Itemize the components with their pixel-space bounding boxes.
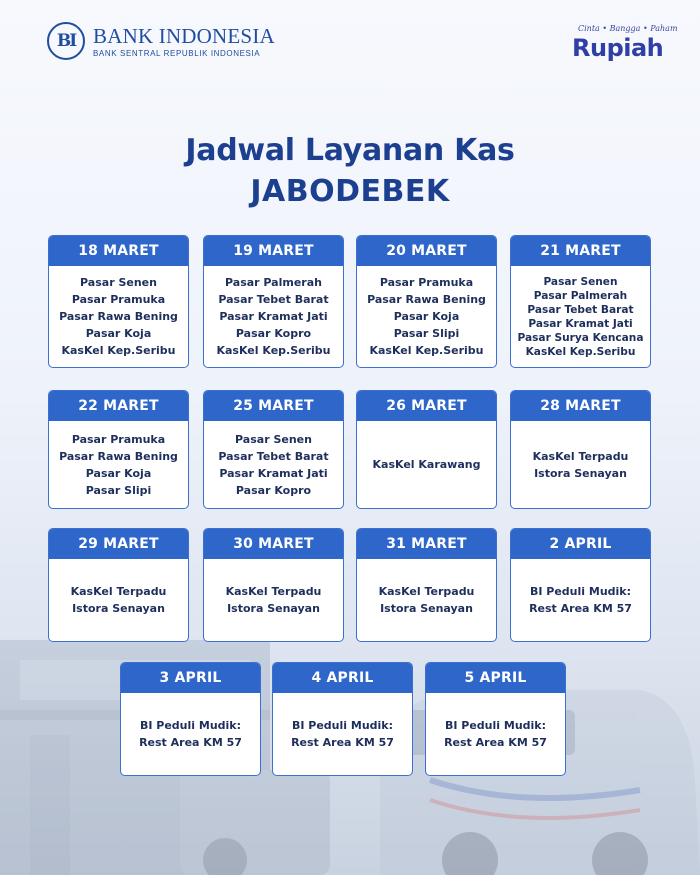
location-item: Pasar Kramat Jati — [219, 466, 328, 480]
schedule-card — [510, 528, 651, 642]
location-item: KasKel Kep.Seribu — [369, 344, 484, 357]
location-item: BI Peduli Mudik: — [529, 585, 632, 598]
location-item: Pasar Pramuka — [379, 276, 474, 289]
schedule-card — [48, 235, 189, 368]
card-date-header: 22 MARET — [49, 391, 188, 421]
schedule-card — [510, 390, 651, 509]
location-item: KasKel Kep.Seribu — [216, 344, 331, 357]
location-item: Pasar Kramat Jati — [528, 317, 633, 330]
location-item: Rest Area KM 57 — [291, 736, 394, 749]
page-subtitle-region: JABODEBEK — [250, 174, 450, 209]
schedule-card — [48, 528, 189, 642]
card-location-list — [357, 559, 496, 641]
card-location-list — [511, 421, 650, 508]
rupiah-wordmark: Rupiah — [572, 34, 664, 62]
schedule-card — [48, 390, 189, 509]
card-date-header: 30 MARET — [204, 529, 343, 559]
location-item: Pasar Senen — [543, 275, 618, 288]
card-date-header: 5 APRIL — [426, 663, 565, 693]
location-item: Pasar Surya Kencana — [517, 331, 644, 344]
card-date-header: 25 MARET — [204, 391, 343, 421]
location-item: Pasar Kopro — [235, 327, 312, 340]
card-location-list — [426, 693, 565, 775]
schedule-card — [272, 662, 413, 776]
card-date-header: 26 MARET — [357, 391, 496, 421]
bi-emblem-icon: BI — [47, 22, 85, 60]
card-location-list — [49, 559, 188, 641]
location-item: Pasar Palmerah — [225, 276, 322, 289]
card-date-header: 19 MARET — [204, 236, 343, 266]
location-item: Pasar Kramat Jati — [219, 310, 328, 323]
location-item: Pasar Senen — [80, 276, 157, 289]
location-item: BI Peduli Mudik: — [444, 719, 547, 732]
location-item: Pasar Tebet Barat — [218, 449, 329, 463]
location-item: Pasar Rawa Bening — [59, 310, 178, 323]
location-item: KasKel Terpadu — [225, 585, 322, 598]
bank-indonesia-logo — [47, 21, 275, 61]
location-item: Pasar Tebet Barat — [527, 303, 634, 316]
schedule-card — [203, 390, 344, 509]
card-location-list — [49, 266, 188, 367]
location-item: Pasar Slipi — [393, 327, 460, 340]
location-item: KasKel Karawang — [372, 458, 481, 471]
location-item: Pasar Senen — [235, 432, 312, 446]
location-item: KasKel Kep.Seribu — [61, 344, 176, 357]
location-item: Istora Senayan — [72, 602, 165, 615]
location-item: Istora Senayan — [534, 466, 627, 480]
card-date-header: 28 MARET — [511, 391, 650, 421]
location-item: KasKel Terpadu — [70, 585, 167, 598]
location-item: BI Peduli Mudik: — [291, 719, 394, 732]
rupiah-logo — [572, 24, 676, 66]
card-location-list — [511, 266, 650, 367]
card-date-header: 18 MARET — [49, 236, 188, 266]
page-title: Jadwal Layanan Kas — [185, 133, 515, 168]
location-item: Pasar Pramuka — [71, 432, 166, 446]
location-item: KasKel Terpadu — [378, 585, 475, 598]
card-location-list — [273, 693, 412, 775]
card-location-list — [357, 421, 496, 508]
location-item: Istora Senayan — [227, 602, 320, 615]
location-item: Pasar Rawa Bening — [59, 449, 178, 463]
schedule-card — [510, 235, 651, 368]
bi-logo-name: BANK INDONESIA — [93, 23, 275, 48]
card-date-header: 21 MARET — [511, 236, 650, 266]
location-item: Pasar Kopro — [235, 483, 312, 497]
card-date-header: 20 MARET — [357, 236, 496, 266]
schedule-card — [356, 528, 497, 642]
card-date-header: 3 APRIL — [121, 663, 260, 693]
location-item: Pasar Palmerah — [533, 289, 628, 302]
location-item: Pasar Pramuka — [71, 293, 166, 306]
location-item: Rest Area KM 57 — [139, 736, 242, 749]
location-item: Pasar Rawa Bening — [367, 293, 486, 306]
schedule-card — [425, 662, 566, 776]
bi-logo-text — [93, 25, 275, 58]
card-date-header: 4 APRIL — [273, 663, 412, 693]
card-location-list — [511, 559, 650, 641]
location-item: BI Peduli Mudik: — [139, 719, 242, 732]
location-item: Pasar Koja — [85, 466, 152, 480]
schedule-card — [356, 390, 497, 509]
schedule-card — [120, 662, 261, 776]
location-item: Pasar Koja — [393, 310, 460, 323]
card-location-list — [204, 559, 343, 641]
card-date-header: 29 MARET — [49, 529, 188, 559]
location-item: KasKel Kep.Seribu — [525, 345, 636, 358]
card-location-list — [357, 266, 496, 367]
bi-logo-subtitle: BANK SENTRAL REPUBLIK INDONESIA — [93, 48, 261, 58]
location-item: Pasar Koja — [85, 327, 152, 340]
location-item: KasKel Terpadu — [532, 449, 629, 463]
location-item: Pasar Slipi — [85, 483, 152, 497]
rupiah-tagline: Cinta • Bangga • Paham — [578, 24, 678, 33]
schedule-card — [356, 235, 497, 368]
card-location-list — [49, 421, 188, 508]
schedule-card — [203, 528, 344, 642]
location-item: Rest Area KM 57 — [444, 736, 547, 749]
card-location-list — [204, 266, 343, 367]
card-date-header: 2 APRIL — [511, 529, 650, 559]
location-item: Pasar Tebet Barat — [218, 293, 329, 306]
card-location-list — [204, 421, 343, 508]
card-date-header: 31 MARET — [357, 529, 496, 559]
card-location-list — [121, 693, 260, 775]
location-item: Istora Senayan — [380, 602, 473, 615]
schedule-card — [203, 235, 344, 368]
location-item: Rest Area KM 57 — [529, 602, 632, 615]
